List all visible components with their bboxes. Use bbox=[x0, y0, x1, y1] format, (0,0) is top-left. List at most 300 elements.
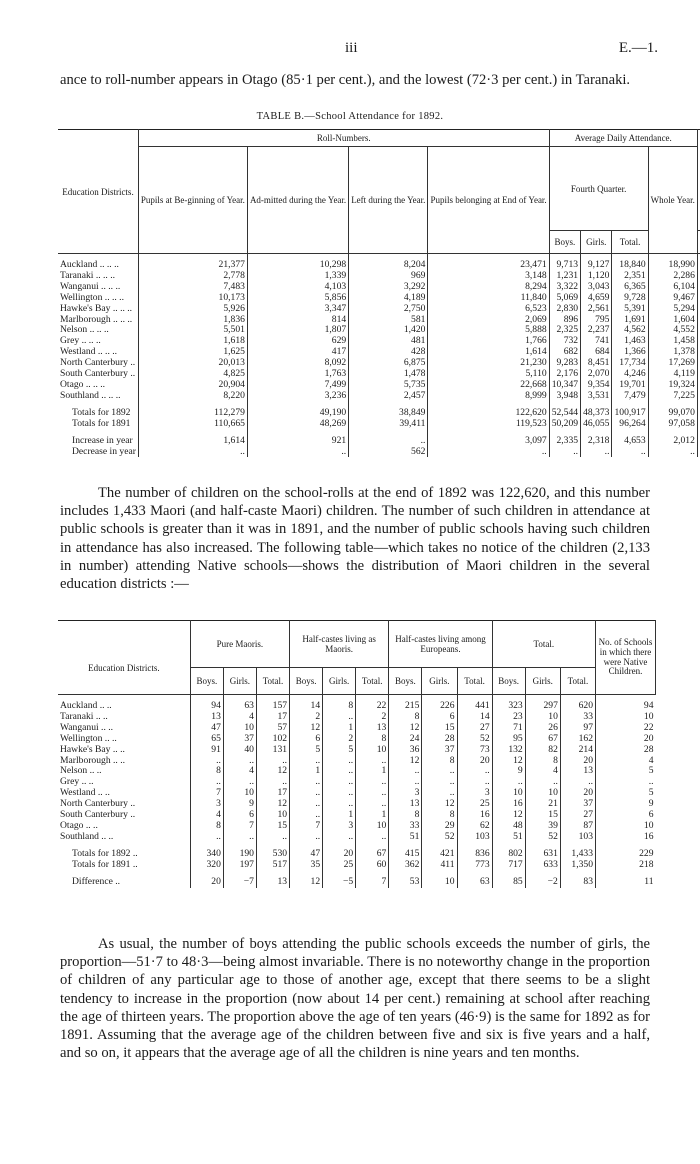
table-cell: .. bbox=[290, 788, 323, 799]
table-cell: 6,365 bbox=[612, 282, 648, 293]
row-label: Grey .. .. bbox=[60, 776, 94, 788]
col-girls: Girls. bbox=[323, 668, 356, 695]
table-cell: .. bbox=[290, 799, 323, 810]
table-cell: 85 bbox=[492, 871, 525, 888]
table-cell: 97 bbox=[560, 723, 595, 734]
col-halfcastes-maoris: Half-castes living as Maoris. bbox=[290, 621, 389, 668]
table-cell: 26 bbox=[525, 723, 560, 734]
table-cell: 19,701 bbox=[612, 380, 648, 391]
table-cell: 3 bbox=[457, 788, 492, 799]
table-row bbox=[58, 788, 656, 799]
table-cell: 48 bbox=[492, 821, 525, 832]
table-cell: 795 bbox=[581, 315, 612, 326]
table-b-caption: TABLE B.—School Attendance for 1892. bbox=[256, 111, 444, 122]
table-cell: 13 bbox=[190, 712, 223, 723]
table-cell: .. bbox=[422, 766, 457, 777]
table-cell: 5,856 bbox=[247, 293, 348, 304]
table-cell: 47 bbox=[290, 843, 323, 860]
table-cell: 51 bbox=[492, 832, 525, 843]
table-cell: 1,378 bbox=[648, 347, 697, 358]
row-label: Increase in year bbox=[72, 434, 133, 446]
table-row bbox=[58, 799, 656, 810]
page-header bbox=[0, 40, 700, 60]
table-cell: 6,875 bbox=[349, 358, 428, 369]
table-cell: 7 bbox=[290, 821, 323, 832]
table-cell: 1,350 bbox=[560, 860, 595, 871]
table-cell: 340 bbox=[190, 843, 223, 860]
table-cell: 21,230 bbox=[428, 358, 549, 369]
table-cell: 1,463 bbox=[612, 336, 648, 347]
table-cell: 27 bbox=[457, 723, 492, 734]
table-cell: 29 bbox=[422, 821, 457, 832]
col-education-districts: Education Districts. bbox=[58, 621, 190, 695]
table-cell: 620 bbox=[560, 695, 595, 712]
table-cell: 2 bbox=[290, 712, 323, 723]
table-cell: 12 bbox=[290, 723, 323, 734]
table-cell: .. bbox=[323, 756, 356, 767]
table-cell: 8,204 bbox=[349, 254, 428, 271]
table-cell: 411 bbox=[422, 860, 457, 871]
table-cell: 218 bbox=[596, 860, 656, 871]
row-label: Totals for 1891 .. bbox=[72, 858, 138, 870]
table-row bbox=[58, 756, 656, 767]
table-cell: 10 bbox=[492, 788, 525, 799]
table-cell: 9,713 bbox=[549, 254, 580, 271]
table-cell: 10 bbox=[223, 723, 256, 734]
table-cell: 47 bbox=[190, 723, 223, 734]
table-cell: 836 bbox=[457, 843, 492, 860]
table-cell: .. bbox=[190, 832, 223, 843]
table-cell: 3 bbox=[389, 788, 422, 799]
table-cell: 49,190 bbox=[247, 402, 348, 419]
table-cell: −5 bbox=[323, 871, 356, 888]
table-cell: 8 bbox=[422, 810, 457, 821]
row-label: Wanganui .. .. bbox=[60, 721, 114, 733]
table-cell: .. bbox=[223, 832, 256, 843]
table-cell: 2 bbox=[356, 712, 389, 723]
table-cell: 102 bbox=[256, 734, 289, 745]
table-cell: 18,840 bbox=[612, 254, 648, 271]
table-cell: 441 bbox=[457, 695, 492, 712]
table-cell: 63 bbox=[457, 871, 492, 888]
table-cell: 9 bbox=[492, 766, 525, 777]
col-pupils-beginning: Pupils at Be-ginning of Year. bbox=[138, 147, 247, 254]
table-cell: 13 bbox=[256, 871, 289, 888]
table-cell: 17 bbox=[256, 788, 289, 799]
table-cell: 162 bbox=[560, 734, 595, 745]
table-cell: 4,653 bbox=[612, 430, 648, 447]
table-cell: 6,104 bbox=[648, 282, 697, 293]
table-cell: 16 bbox=[457, 810, 492, 821]
row-label: Marlborough .. .. bbox=[60, 754, 126, 766]
table-cell: 1,836 bbox=[138, 315, 247, 326]
row-label: Auckland .. .. bbox=[60, 700, 112, 711]
table-cell: 12 bbox=[256, 766, 289, 777]
table-cell: 320 bbox=[190, 860, 223, 871]
table-cell: 6 bbox=[422, 712, 457, 723]
table-cell: 3 bbox=[190, 799, 223, 810]
table-cell: 428 bbox=[349, 347, 428, 358]
table-cell: .. bbox=[256, 832, 289, 843]
table-cell: 1,614 bbox=[138, 430, 247, 447]
table-cell: .. bbox=[389, 777, 422, 788]
table-cell: .. bbox=[356, 756, 389, 767]
table-cell: 7,225 bbox=[648, 391, 697, 402]
table-cell: .. bbox=[560, 777, 595, 788]
totals-row bbox=[58, 419, 700, 430]
col-girls: Girls. bbox=[581, 231, 612, 254]
col-tot: Total. bbox=[457, 668, 492, 695]
col-left: Left during the Year. bbox=[349, 147, 428, 254]
table-cell: .. bbox=[422, 788, 457, 799]
col-boys: Boys. bbox=[492, 668, 525, 695]
table-cell: 82 bbox=[525, 745, 560, 756]
table-cell: 5,735 bbox=[349, 380, 428, 391]
table-cell: 4 bbox=[596, 756, 656, 767]
document-code: E.—1. bbox=[618, 40, 658, 56]
table-cell: 12 bbox=[422, 799, 457, 810]
table-row bbox=[58, 293, 700, 304]
table-cell: 3,292 bbox=[349, 282, 428, 293]
table-cell: 2,286 bbox=[648, 271, 697, 282]
row-label: North Canterbury .. bbox=[60, 798, 136, 810]
row-label: Wellington .. .. .. bbox=[60, 291, 124, 303]
table-cell: 20,904 bbox=[138, 380, 247, 391]
table-cell: .. bbox=[581, 447, 612, 458]
table-cell: 1,458 bbox=[648, 336, 697, 347]
table-cell: 1 bbox=[356, 810, 389, 821]
table-cell: 71 bbox=[492, 723, 525, 734]
table-cell: 15 bbox=[422, 723, 457, 734]
table-cell: 921 bbox=[247, 430, 348, 447]
table-cell: 8 bbox=[525, 756, 560, 767]
col-halfcastes-europeans: Half-castes living among Europeans. bbox=[389, 621, 492, 668]
table-cell: 8,451 bbox=[581, 358, 612, 369]
table-cell: 3,097 bbox=[428, 430, 549, 447]
table-cell: 48,373 bbox=[581, 402, 612, 419]
table-cell: 3,322 bbox=[549, 282, 580, 293]
table-cell: 22 bbox=[356, 695, 389, 712]
table-cell: .. bbox=[389, 766, 422, 777]
table-cell: 50,209 bbox=[549, 419, 580, 430]
table-cell: 24 bbox=[389, 734, 422, 745]
col-girls: Girls. bbox=[422, 668, 457, 695]
table-cell: 5,888 bbox=[428, 325, 549, 336]
table-cell: 112,279 bbox=[138, 402, 247, 419]
table-cell: 157 bbox=[256, 695, 289, 712]
row-label: Marlborough .. .. .. bbox=[60, 313, 133, 325]
row-label: Totals for 1892 bbox=[72, 406, 131, 418]
table-cell: 1,231 bbox=[549, 271, 580, 282]
table-cell: 13 bbox=[356, 723, 389, 734]
table-cell: 5 bbox=[290, 745, 323, 756]
table-cell: 5,501 bbox=[138, 325, 247, 336]
school-attendance-table bbox=[58, 129, 700, 457]
table-cell: 1,691 bbox=[612, 315, 648, 326]
table-cell: 3 bbox=[323, 821, 356, 832]
table-cell: 10 bbox=[422, 871, 457, 888]
table-cell: 8 bbox=[190, 821, 223, 832]
col-roll-numbers: Roll-Numbers. bbox=[138, 130, 549, 147]
table-cell: 297 bbox=[525, 695, 560, 712]
table-cell: 57 bbox=[256, 723, 289, 734]
table-cell: 13 bbox=[389, 799, 422, 810]
totals-row bbox=[58, 843, 656, 860]
table-cell: 8 bbox=[323, 695, 356, 712]
row-label: Southland .. .. bbox=[60, 830, 114, 842]
table-cell: 2,318 bbox=[581, 430, 612, 447]
table-cell: 2,457 bbox=[349, 391, 428, 402]
table-cell: 16 bbox=[596, 832, 656, 843]
table-cell: .. bbox=[648, 447, 697, 458]
table-cell: 12 bbox=[389, 756, 422, 767]
table-cell: 9,354 bbox=[581, 380, 612, 391]
table-cell: 20 bbox=[190, 871, 223, 888]
table-cell: 4,825 bbox=[138, 369, 247, 380]
table-cell: 8,092 bbox=[247, 358, 348, 369]
table-cell: 60 bbox=[356, 860, 389, 871]
table-cell: 91 bbox=[190, 745, 223, 756]
table-row bbox=[58, 832, 656, 843]
row-label: Totals for 1892 .. bbox=[72, 847, 138, 859]
table-cell: 46,055 bbox=[581, 419, 612, 430]
table-cell: 103 bbox=[457, 832, 492, 843]
table-cell: 25 bbox=[457, 799, 492, 810]
table-cell: 52 bbox=[525, 832, 560, 843]
table-cell: 3,148 bbox=[428, 271, 549, 282]
row-label: South Canterbury .. bbox=[60, 809, 136, 821]
table-cell: 14 bbox=[290, 695, 323, 712]
table-cell: 1,807 bbox=[247, 325, 348, 336]
col-tot: Total. bbox=[560, 668, 595, 695]
table-cell: 10,347 bbox=[549, 380, 580, 391]
table-cell: 35 bbox=[290, 860, 323, 871]
col-pupils-end: Pupils belonging at End of Year. bbox=[428, 147, 549, 254]
table-cell: 11 bbox=[596, 871, 656, 888]
table-cell: 83 bbox=[560, 871, 595, 888]
table-cell: 323 bbox=[492, 695, 525, 712]
table-row bbox=[58, 821, 656, 832]
table-cell: 15 bbox=[525, 810, 560, 821]
table-cell: 362 bbox=[389, 860, 422, 871]
col-number-of-schools: No. of Schools in which there were Native Children. bbox=[596, 621, 656, 695]
row-label: Nelson .. .. bbox=[60, 765, 102, 777]
table-row bbox=[58, 391, 700, 402]
table-cell: 2,778 bbox=[138, 271, 247, 282]
table-cell: 1 bbox=[323, 723, 356, 734]
table-cell: .. bbox=[247, 447, 348, 458]
table-cell: 22,668 bbox=[428, 380, 549, 391]
table-cell: 94 bbox=[190, 695, 223, 712]
table-cell: .. bbox=[323, 712, 356, 723]
table-cell: 4 bbox=[223, 766, 256, 777]
table-cell: 633 bbox=[525, 860, 560, 871]
table-cell: 67 bbox=[525, 734, 560, 745]
table-cell: .. bbox=[525, 777, 560, 788]
table-cell: 2,750 bbox=[349, 304, 428, 315]
table-cell: 119,523 bbox=[428, 419, 549, 430]
col-admitted: Ad-mitted during the Year. bbox=[247, 147, 348, 254]
table-cell: 110,665 bbox=[138, 419, 247, 430]
table-cell: .. bbox=[323, 766, 356, 777]
table-cell: 9,283 bbox=[549, 358, 580, 369]
table-cell: 741 bbox=[581, 336, 612, 347]
table-row bbox=[58, 777, 656, 788]
table-cell: 4,246 bbox=[612, 369, 648, 380]
table-cell: 13 bbox=[560, 766, 595, 777]
table-cell: 131 bbox=[256, 745, 289, 756]
table-cell: 12 bbox=[492, 810, 525, 821]
table-cell: .. bbox=[290, 756, 323, 767]
table-cell: 20 bbox=[560, 756, 595, 767]
table-cell: 190 bbox=[223, 843, 256, 860]
proportion-paragraph: As usual, the number of boys attending the public schools exceeds the number of girls, the proportion—51·7 to 48·3—being almost invariable. There is no noteworthy change in the proportion of children of any particular age to those of another age, except that there seems to be a slight tendency to increase in the proportion (now about 14 per cent.) remaining at school after reaching the age of thirteen years. The proportion above the age of ten years (46·9) is the same for 1892 as for 1891. Assuming that the average age of the children between five and six is five years and a half, and so on, it appears that the average age of all the children is nine years and ten months. bbox=[60, 936, 650, 1062]
table-cell: 99,070 bbox=[648, 402, 697, 419]
table-cell: 12 bbox=[256, 799, 289, 810]
table-cell: 226 bbox=[422, 695, 457, 712]
table-cell: .. bbox=[356, 799, 389, 810]
table-cell: 10 bbox=[525, 788, 560, 799]
table-cell: 10,173 bbox=[138, 293, 247, 304]
table-cell: 20,013 bbox=[138, 358, 247, 369]
table-cell: 7 bbox=[356, 871, 389, 888]
table-cell: .. bbox=[323, 777, 356, 788]
table-cell: 3,236 bbox=[247, 391, 348, 402]
table-cell: 1 bbox=[290, 766, 323, 777]
table-cell: 2,069 bbox=[428, 315, 549, 326]
page-number: iii bbox=[345, 40, 358, 56]
table-row bbox=[58, 695, 656, 712]
table-cell: 2,351 bbox=[612, 271, 648, 282]
table-cell: 2,237 bbox=[581, 325, 612, 336]
table-cell: 20 bbox=[560, 788, 595, 799]
table-cell: 5 bbox=[323, 745, 356, 756]
table-cell: 581 bbox=[349, 315, 428, 326]
col-boys: Boys. bbox=[190, 668, 223, 695]
row-label: Westland .. .. .. bbox=[60, 346, 118, 358]
table-row bbox=[58, 254, 700, 271]
table-cell: 21 bbox=[525, 799, 560, 810]
table-cell: 562 bbox=[349, 447, 428, 458]
table-cell: 19,324 bbox=[648, 380, 697, 391]
table-cell: .. bbox=[256, 756, 289, 767]
table-cell: 1,366 bbox=[612, 347, 648, 358]
table-cell: 1 bbox=[323, 810, 356, 821]
table-cell: 530 bbox=[256, 843, 289, 860]
col-total: Total. bbox=[612, 231, 648, 254]
table-cell: 37 bbox=[560, 799, 595, 810]
table-cell: 17,734 bbox=[612, 358, 648, 369]
table-cell: 1,420 bbox=[349, 325, 428, 336]
row-label: Otago .. .. bbox=[60, 819, 98, 831]
table-cell: 37 bbox=[223, 734, 256, 745]
col-tot: Total. bbox=[256, 668, 289, 695]
table-cell: −2 bbox=[525, 871, 560, 888]
table-cell: .. bbox=[323, 799, 356, 810]
totals-row bbox=[58, 402, 700, 419]
table-cell: .. bbox=[138, 447, 247, 458]
table-cell: 10,298 bbox=[247, 254, 348, 271]
col-boys: Boys. bbox=[549, 231, 580, 254]
table-cell: 65 bbox=[190, 734, 223, 745]
table-cell: 1,120 bbox=[581, 271, 612, 282]
table-cell: 4,659 bbox=[581, 293, 612, 304]
table-cell: 415 bbox=[389, 843, 422, 860]
table-cell: 5 bbox=[596, 788, 656, 799]
table-cell: 73 bbox=[457, 745, 492, 756]
table-cell: 7,483 bbox=[138, 282, 247, 293]
table-cell: .. bbox=[356, 777, 389, 788]
table-cell: .. bbox=[356, 788, 389, 799]
row-label: North Canterbury .. bbox=[60, 357, 136, 369]
row-label: Grey .. .. .. bbox=[60, 335, 101, 347]
row-label: Decrease in year bbox=[72, 445, 136, 457]
col-education-districts: Education Districts. bbox=[58, 130, 138, 254]
table-cell: 48,269 bbox=[247, 419, 348, 430]
table-cell: 517 bbox=[256, 860, 289, 871]
table-cell: 28 bbox=[596, 745, 656, 756]
table-cell: 25 bbox=[323, 860, 356, 871]
table-cell: 773 bbox=[457, 860, 492, 871]
table-cell: 103 bbox=[560, 832, 595, 843]
table-cell: 36 bbox=[389, 745, 422, 756]
table-cell: 1,766 bbox=[428, 336, 549, 347]
table-cell: 682 bbox=[549, 347, 580, 358]
table-cell: 39 bbox=[525, 821, 560, 832]
table-cell: 5,110 bbox=[428, 369, 549, 380]
table-cell: 2,012 bbox=[648, 430, 697, 447]
table-cell: 8,294 bbox=[428, 282, 549, 293]
table-cell: 12 bbox=[389, 723, 422, 734]
table-cell: 3,531 bbox=[581, 391, 612, 402]
table-cell: 9,467 bbox=[648, 293, 697, 304]
row-label: Southland .. .. .. bbox=[60, 389, 121, 401]
table-row bbox=[58, 304, 700, 315]
table-cell: 6,523 bbox=[428, 304, 549, 315]
table-cell: 7 bbox=[190, 788, 223, 799]
table-cell: 8 bbox=[389, 712, 422, 723]
table-cell: 96,264 bbox=[612, 419, 648, 430]
col-total-group: Total. bbox=[492, 621, 595, 668]
table-cell: 38,849 bbox=[349, 402, 428, 419]
table-cell: 52 bbox=[422, 832, 457, 843]
table-cell: .. bbox=[323, 788, 356, 799]
row-label: Hawke's Bay .. .. .. bbox=[60, 302, 133, 314]
table-cell: 2,830 bbox=[549, 304, 580, 315]
table-row bbox=[58, 745, 656, 756]
table-cell: 8 bbox=[422, 756, 457, 767]
table-cell: .. bbox=[349, 430, 428, 447]
table-cell: 67 bbox=[356, 843, 389, 860]
table-cell: .. bbox=[457, 777, 492, 788]
table-cell: .. bbox=[596, 777, 656, 788]
table-row bbox=[58, 810, 656, 821]
maori-children-table bbox=[58, 620, 656, 888]
table-cell: 132 bbox=[492, 745, 525, 756]
table-cell: 1,339 bbox=[247, 271, 348, 282]
table-cell: 2,335 bbox=[549, 430, 580, 447]
table-cell: .. bbox=[428, 447, 549, 458]
table-cell: 4,103 bbox=[247, 282, 348, 293]
col-girls: Girls. bbox=[525, 668, 560, 695]
table-cell: 1,618 bbox=[138, 336, 247, 347]
table-cell: 896 bbox=[549, 315, 580, 326]
table-cell: 4,119 bbox=[648, 369, 697, 380]
table-cell: 3,347 bbox=[247, 304, 348, 315]
table-cell: 28 bbox=[422, 734, 457, 745]
row-label: Otago .. .. .. bbox=[60, 378, 106, 390]
table-cell: 17 bbox=[256, 712, 289, 723]
